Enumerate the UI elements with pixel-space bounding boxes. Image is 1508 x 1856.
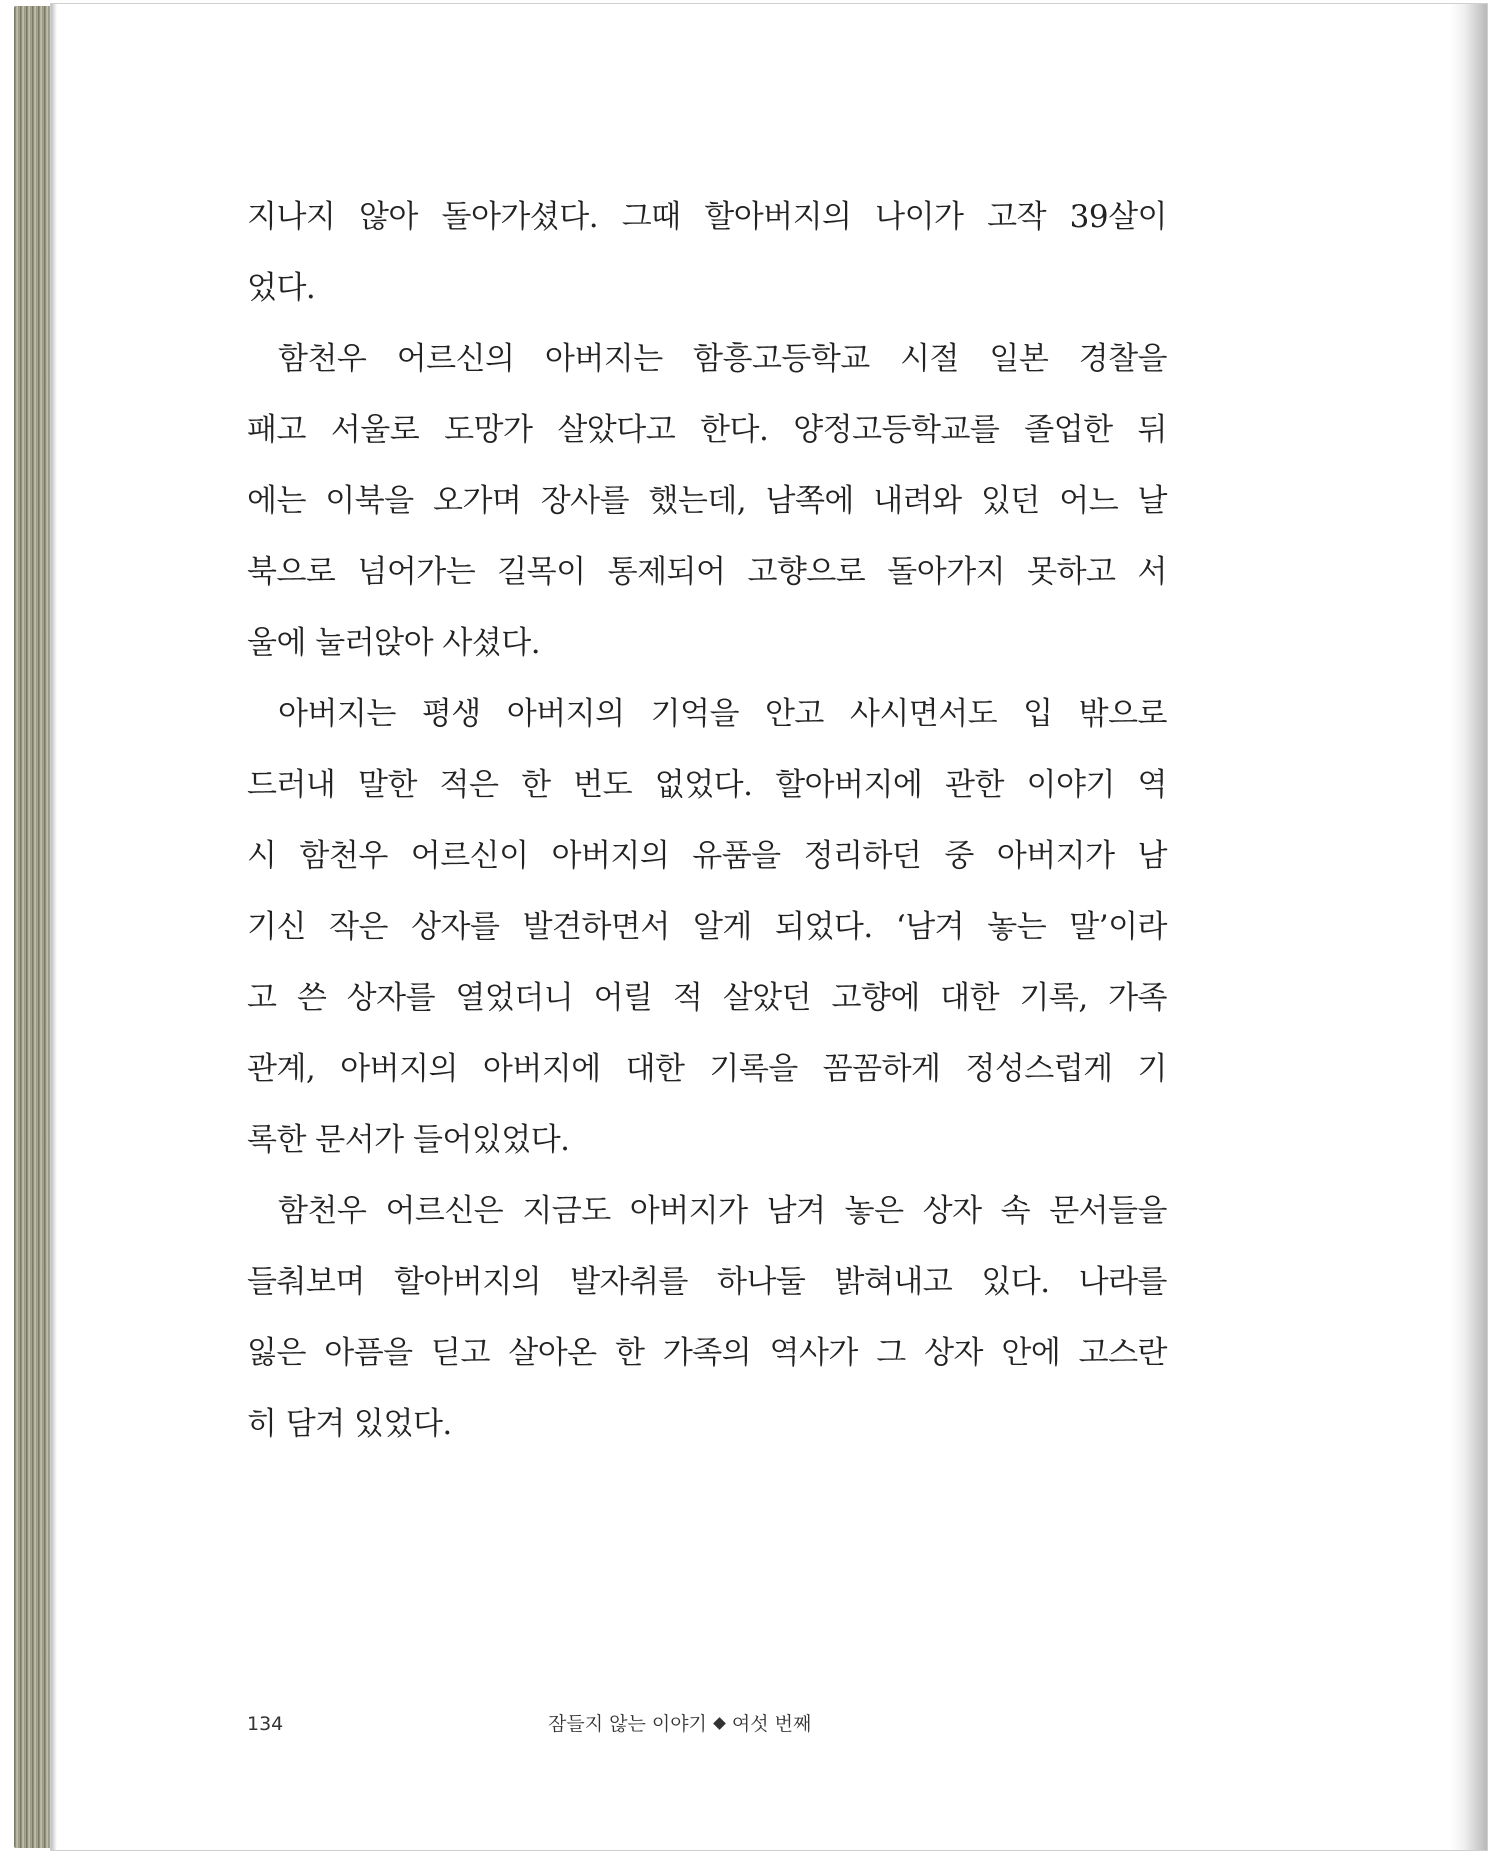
text-line: 록한 문서가 들어있었다. [247,1122,570,1158]
diamond-icon [713,1717,726,1730]
text-line: 들춰보며 할아버지의 발자취를 하나둘 밝혀내고 있다. 나라를 [247,1264,1167,1300]
text-line: 북으로 넘어가는 길목이 통제되어 고향으로 돌아가지 못하고 서 [247,554,1167,590]
page-edges [14,6,54,1848]
text-line: 함천우 어르신의 아버지는 함흥고등학교 시절 일본 경찰을 [278,341,1167,377]
page-shadow-right [1449,4,1487,1850]
page-shadow-left [51,4,57,1850]
text-line: 히 담겨 있었다. [247,1406,452,1442]
book-title: 잠들지 않는 이야기 [548,1713,707,1735]
text-line: 고 쓴 상자를 열었더니 어릴 적 살았던 고향에 대한 기록, 가족 [247,980,1167,1016]
text-line: 었다. [247,270,316,306]
running-footer [548,1712,878,1736]
text-line: 기신 작은 상자를 발견하면서 알게 되었다. ‘남겨 놓는 말’이라 [247,909,1167,945]
text-line: 에는 이북을 오가며 장사를 했는데, 남쪽에 내려와 있던 어느 날 [247,483,1167,519]
text-line: 함천우 어르신은 지금도 아버지가 남겨 놓은 상자 속 문서들을 [278,1193,1167,1229]
text-line: 시 함천우 어르신이 아버지의 유품을 정리하던 중 아버지가 남 [247,838,1167,874]
text-line: 울에 눌러앉아 사셨다. [247,625,541,661]
text-line: 드러내 말한 적은 한 번도 없었다. 할아버지에 관한 이야기 역 [247,767,1167,803]
body-text [247,182,1167,1460]
text-line: 잃은 아픔을 딛고 살아온 한 가족의 역사가 그 상자 안에 고스란 [247,1335,1167,1371]
page-number: 134 [247,1713,284,1735]
text-line: 패고 서울로 도망가 살았다고 한다. 양정고등학교를 졸업한 뒤 [247,412,1167,448]
text-line: 지나지 않아 돌아가셨다. 그때 할아버지의 나이가 고작 39살이 [247,199,1167,235]
volume-label: 여섯 번째 [731,1713,812,1735]
text-line: 아버지는 평생 아버지의 기억을 안고 사시면서도 입 밖으로 [278,696,1167,732]
text-line: 관계, 아버지의 아버지에 대한 기록을 꼼꼼하게 정성스럽게 기 [247,1051,1167,1087]
